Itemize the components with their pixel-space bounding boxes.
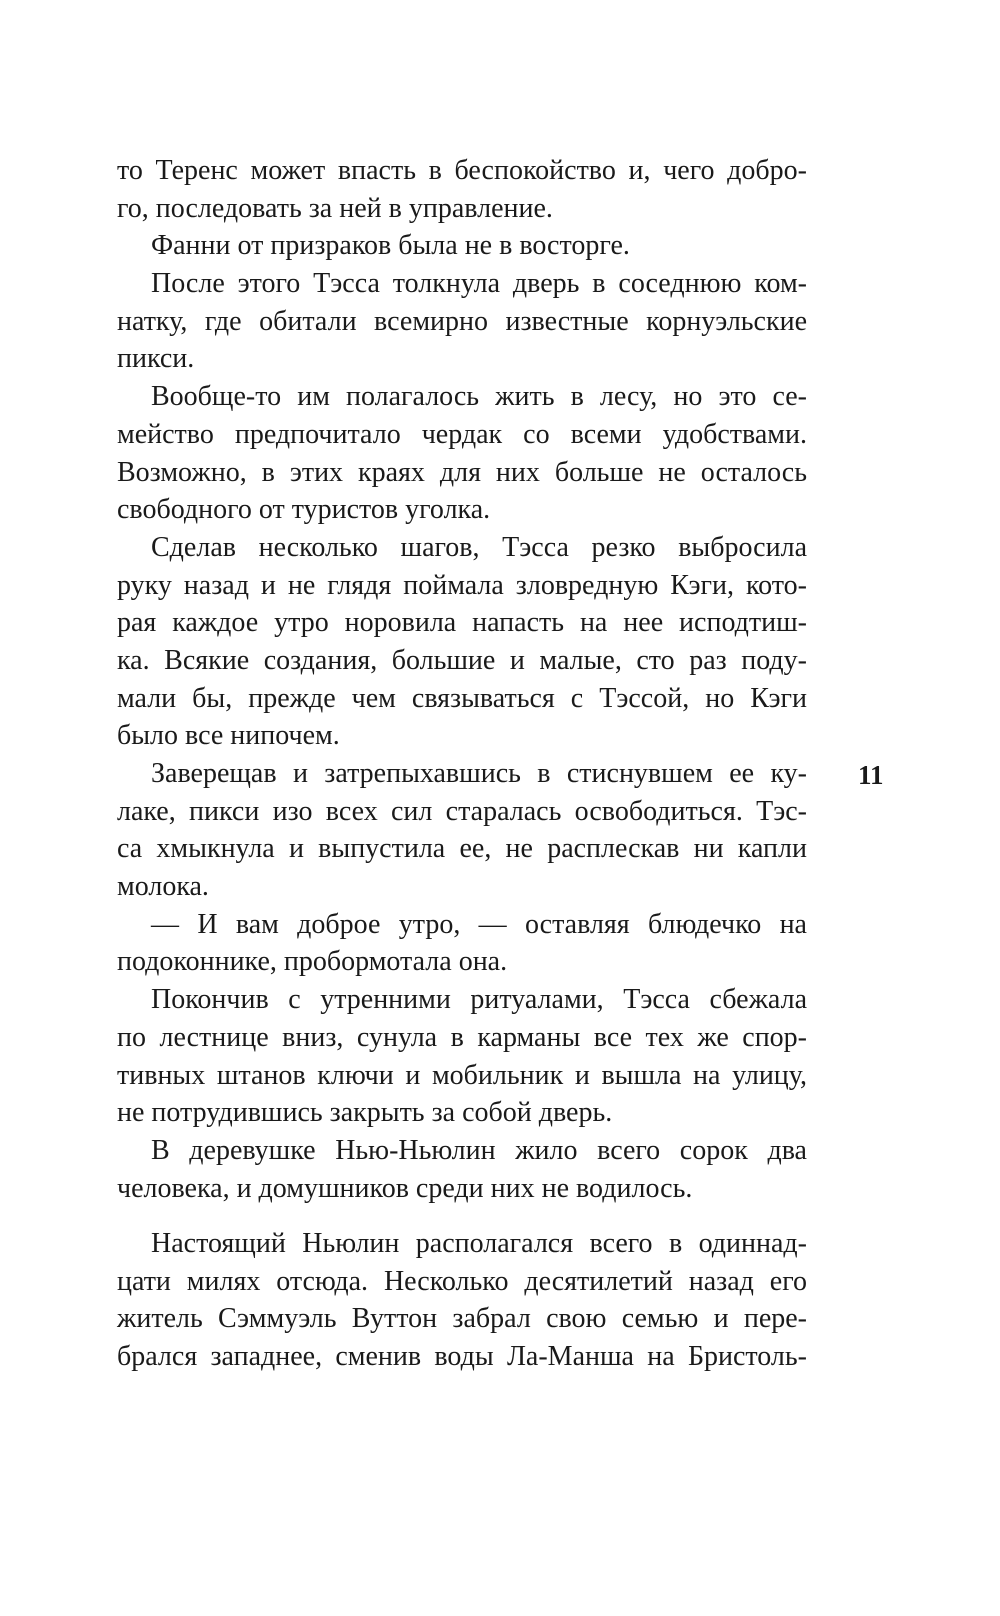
text-line: ка. Всякие создания, большие и малые, сто раз поду- [117,644,807,676]
text-line: Фанни от призраков была не в восторге. [151,230,630,262]
text-line: Сделав несколько шагов, Тэсса резко выбросила [151,531,807,563]
text-line: свободного от туристов уголка. [117,494,491,526]
page-number: 11 [858,760,884,790]
text-line: житель Сэммуэль Вуттон забрал свою семью и пере- [117,1303,807,1335]
text-line: са хмыкнула и выпустила ее, не расплескав ни капли [117,833,807,865]
text-line: мали бы, прежде чем связываться с Тэссой, но Кэги [117,682,807,714]
text-line: цати милях отсюда. Несколько десятилетий назад его [117,1265,807,1297]
text-line: лаке, пикси изо всех сил старалась освободиться. Тэс- [117,795,807,827]
text-line: рая каждое утро норовила напасть на нее исподтиш- [117,607,807,639]
text-line: тивных штанов ключи и мобильник и вышла на улицу, [117,1059,807,1091]
text-line: пикси. [117,343,195,375]
text-line: по лестнице вниз, сунула в карманы все тех же спор- [117,1021,807,1053]
text-line: молока. [117,871,209,903]
text-line: Вообще-то им полагалось жить в лесу, но это се- [151,381,807,413]
text-line: натку, где обитали всемирно известные корнуэльские [117,305,807,337]
text-line: подоконнике, пробормотала она. [117,946,508,978]
text-section-1 [117,152,807,1207]
text-line: После этого Тэсса толкнула дверь в соседнюю ком- [151,268,807,300]
text-line: человека, и домушников среди них не водилось. [117,1172,693,1204]
text-line: го, последовать за ней в управление. [117,192,553,224]
text-line: Покончив с утренними ритуалами, Тэсса сбежала [151,984,807,1016]
text-line: не потрудившись закрыть за собой дверь. [117,1097,613,1129]
text-line: Возможно, в этих краях для них больше не осталось [117,456,807,488]
text-line: было все нипочем. [117,720,340,752]
text-line: руку назад и не глядя поймала зловредную Кэги, кото- [117,569,807,601]
text-line: В деревушке Нью-Ньюлин жило всего сорок два [151,1134,807,1166]
text-line: Заверещав и затрепыхавшись в стиснувшем ее ку- [151,758,807,789]
text-line: — И вам доброе утро, — оставляя блюдечко на [151,908,807,940]
text-line: Настоящий Ньюлин располагался всего в одиннад- [151,1228,807,1259]
text-line: мейство предпочитало чердак со всеми удобствами. [117,418,807,450]
text-line: брался западнее, сменив воды Ла-Манша на Бристоль- [117,1341,807,1373]
text-section-2 [117,1225,807,1376]
text-line: то Теренс может впасть в беспокойство и, чего добро- [117,155,807,186]
